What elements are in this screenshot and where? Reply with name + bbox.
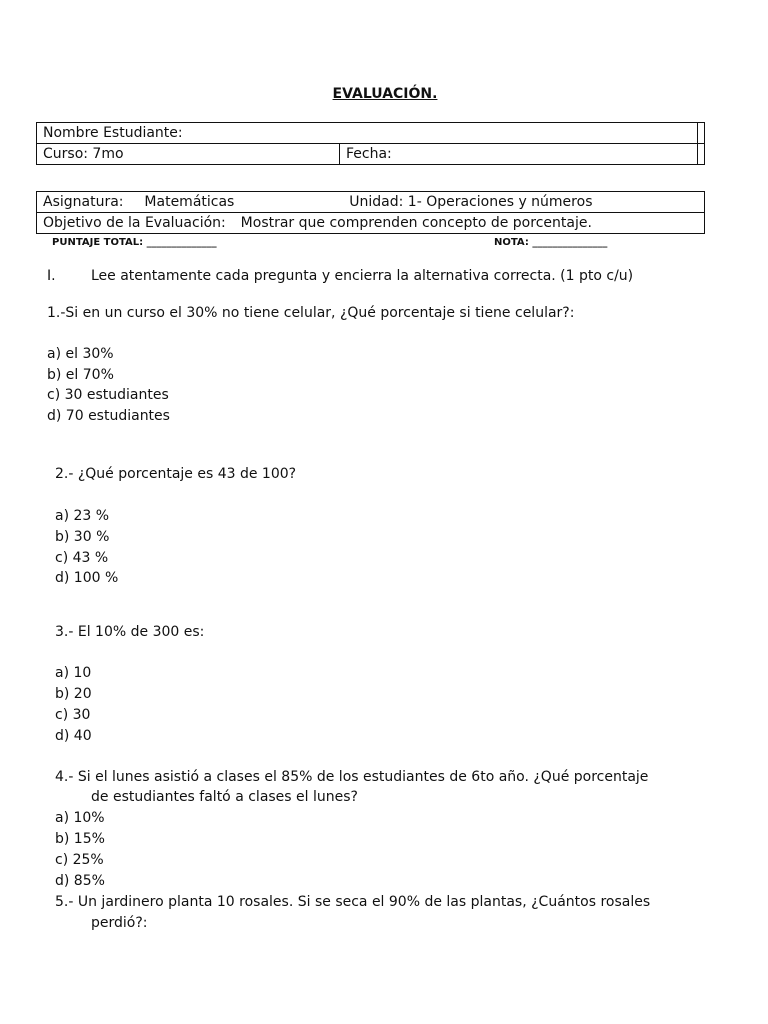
section-number: I. (47, 268, 56, 284)
question-1-option-d[interactable]: d) 70 estudiantes (47, 408, 170, 424)
unidad-label: Unidad: 1- Operaciones y números (349, 194, 593, 210)
nombre-side-cell (698, 123, 705, 144)
question-3-option-b[interactable]: b) 20 (55, 686, 92, 702)
asignatura-row (37, 192, 705, 213)
question-1-option-c[interactable]: c) 30 estudiantes (47, 387, 169, 403)
question-4-text: 4.- Si el lunes asistió a clases el 85% de los estudiantes de 6to año. ¿Qué porcentaje (55, 769, 649, 785)
question-5-text: 5.- Un jardinero planta 10 rosales. Si se seca el 90% de las plantas, ¿Cuántos rosales (55, 894, 651, 910)
question-3-option-a[interactable]: a) 10 (55, 665, 92, 681)
puntaje-total: PUNTAJE TOTAL: ______________ (52, 237, 217, 248)
student-info-table (36, 122, 705, 165)
question-2-text: 2.- ¿Qué porcentaje es 43 de 100? (55, 466, 297, 482)
question-4-option-a[interactable]: a) 10% (55, 810, 105, 826)
question-3-option-d[interactable]: d) 40 (55, 728, 92, 744)
question-5-text-continued: perdió?: (91, 915, 148, 931)
page-title: EVALUACIÓN. (332, 86, 438, 102)
question-4-option-c[interactable]: c) 25% (55, 852, 104, 868)
question-3-option-c[interactable]: c) 30 (55, 707, 91, 723)
asignatura-label: Asignatura: (43, 194, 124, 210)
question-4-option-b[interactable]: b) 15% (55, 831, 105, 847)
question-4-option-d[interactable]: d) 85% (55, 873, 105, 889)
fecha-label: Fecha: (346, 146, 392, 162)
question-2-option-c[interactable]: c) 43 % (55, 550, 109, 566)
objetivo-row (37, 213, 705, 234)
nota: NOTA: _______________ (494, 237, 608, 248)
question-1-option-a[interactable]: a) el 30% (47, 346, 114, 362)
question-2-option-d[interactable]: d) 100 % (55, 570, 119, 586)
question-4-text-continued: de estudiantes faltó a clases el lunes? (91, 789, 358, 805)
question-3-text: 3.- El 10% de 300 es: (55, 624, 205, 640)
objetivo-label: Objetivo de la Evaluación: (43, 215, 226, 231)
fecha-side-cell (698, 144, 705, 165)
question-1-text: 1.-Si en un curso el 30% no tiene celular, ¿Qué porcentaje si tiene celular?: (47, 305, 575, 321)
fecha-cell (340, 144, 698, 165)
question-2-option-a[interactable]: a) 23 % (55, 508, 110, 524)
section-instruction: Lee atentamente cada pregunta y encierra la alternativa correcta. (1 pto c/u) (91, 268, 634, 284)
nombre-label: Nombre Estudiante: (43, 125, 183, 141)
nombre-cell (37, 123, 698, 144)
question-2-option-b[interactable]: b) 30 % (55, 529, 110, 545)
curso-cell (37, 144, 340, 165)
subject-info-table (36, 191, 705, 234)
asignatura-value: Matemáticas (144, 194, 235, 210)
objetivo-value: Mostrar que comprenden concepto de porcentaje. (240, 215, 592, 231)
question-1-option-b[interactable]: b) el 70% (47, 367, 114, 383)
curso-label: Curso: 7mo (43, 146, 124, 162)
